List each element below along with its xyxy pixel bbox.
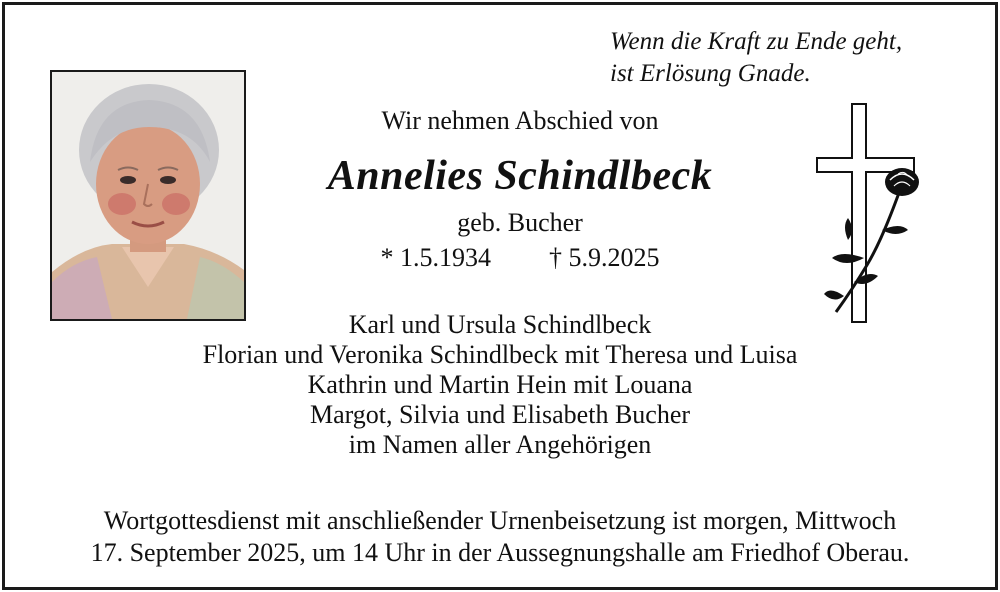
cross-with-rose-icon: [812, 100, 922, 330]
memorial-quote: [610, 26, 970, 90]
death-date: † 5.9.2025: [549, 243, 660, 272]
life-dates: [300, 243, 740, 273]
birth-name: geb. Bucher: [457, 208, 583, 237]
portrait-photo: [50, 70, 246, 321]
portrait-illustration: [52, 72, 244, 319]
mourner-line: Margot, Silvia und Elisabeth Bucher: [309, 400, 691, 429]
mourner-line: Karl und Ursula Schindlbeck: [348, 310, 652, 339]
service-line-1: Wortgottesdienst mit anschließender Urnenbeisetzung ist morgen, Mittwoch: [103, 506, 897, 535]
birth-date: * 1.5.1934: [380, 243, 491, 272]
mourner-line: Florian und Veronika Schindlbeck mit Theresa und Luisa: [202, 340, 798, 369]
mourners-list: [100, 310, 900, 460]
deceased-name: Annelies Schindlbeck: [327, 153, 713, 199]
mourner-line: Kathrin und Martin Hein mit Louana: [307, 370, 693, 399]
service-line-2: 17. September 2025, um 14 Uhr in der Aussegnungshalle am Friedhof Oberau.: [90, 538, 910, 567]
intro-text: Wir nehmen Abschied von: [381, 106, 659, 135]
quote-line-1: Wenn die Kraft zu Ende geht,: [610, 28, 903, 55]
quote-line-2: ist Erlösung Gnade.: [610, 60, 811, 87]
mourner-line: im Namen aller Angehörigen: [348, 430, 652, 459]
service-notice: [20, 505, 980, 569]
